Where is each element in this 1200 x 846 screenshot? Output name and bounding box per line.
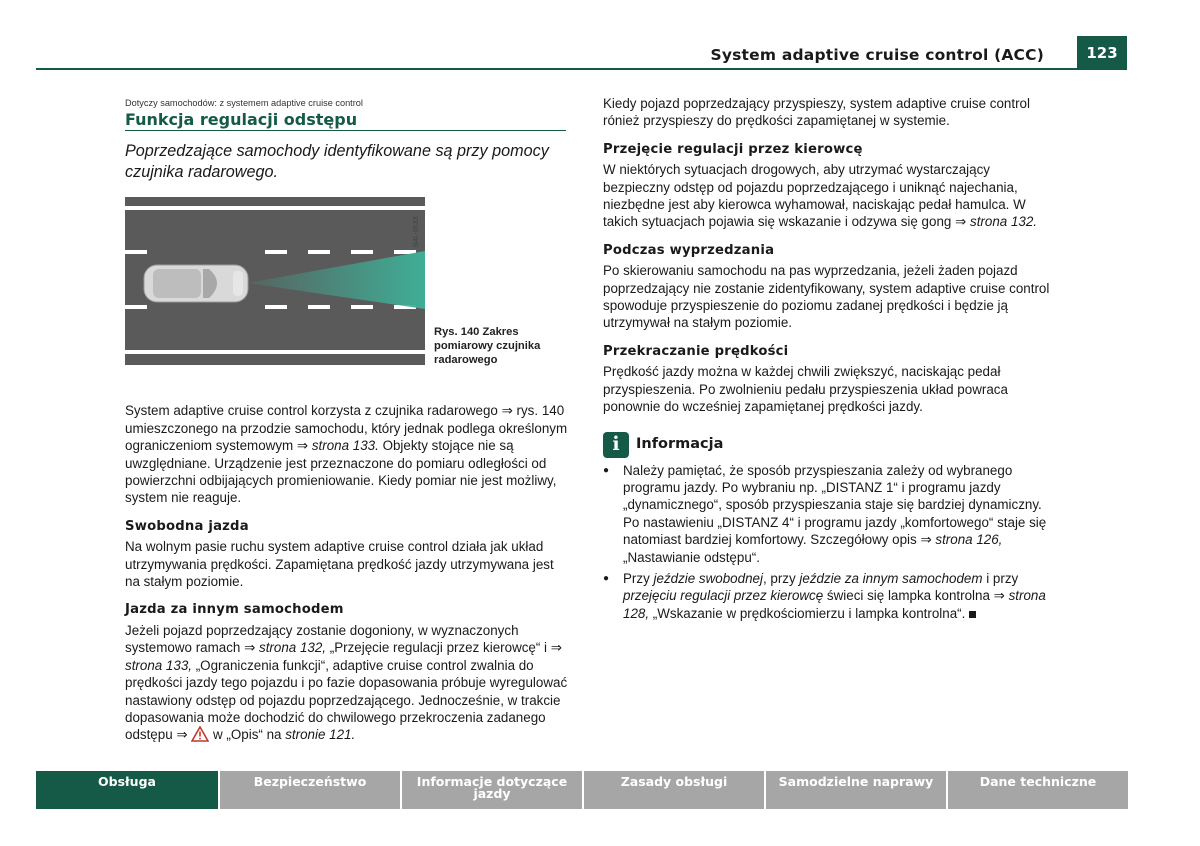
link-stronie-121[interactable]: stronie 121.: [285, 727, 356, 743]
radar-range-illustration: [125, 197, 425, 365]
paragraph-radar: System adaptive cruise control korzysta z czujnika radarowego ⇒ rys. 140 umieszczonego na przodzie samochodu, który jednak podlega określonym ograniczeniom systemowym ⇒ strona 133. Objekty stojące nie są uwzględniane. Urządzenie jest przeznaczone do pomiaru odległości od powierzchni odbijających promieniowanie. Kiedy pomiar nie jest możliwy, system nie reaguje.: [125, 403, 568, 506]
heading-overtaking: Podczas wyprzedzania: [603, 242, 775, 258]
paragraph-speed-exceed: Prędkość jazdy można w każdej chwili zwiększyć, naciskając pedał przyspieszenia. Po zwolnieniu pedału przyspieszenia układ powraca ponownie do wcześniej zapamiętanej prędkości jazdy.: [603, 364, 1008, 415]
heading-takeover: Przejęcie regulacji przez kierowcę: [603, 141, 863, 157]
warning-triangle-icon: [191, 726, 209, 742]
right-column: [603, 95, 1053, 622]
paragraph-takeover: W niektórych sytuacjach drogowych, aby utrzymać wystarczający bezpieczny odstęp od pojazdu poprzedzającego i uniknąć najechania, niezbędne jest aby kierowca wyhamował, naciskając pedał hamulca. W takich sytuacjach pojawia się wskazanie i odzywa się gong ⇒ strona 132.: [603, 162, 1038, 230]
info-icon: i: [603, 432, 629, 458]
info-bullet-2: ● Przy jeździe swobodnej, przy jeździe za innym samochodem i przy przejęciu regulacji przez kierowcę świeci się lampka kontrolna ⇒ strona 128, „Wskazanie w prędkościomierzu i lampka kontrolna“.: [603, 570, 1053, 622]
end-of-section-mark: [969, 611, 976, 618]
footer-tab-naprawy[interactable]: Samodzielne naprawy: [766, 771, 946, 809]
info-bullet-1: ● Należy pamiętać, że sposób przyspieszania zależy od wybranego programu jazdy. Po wybraniu np. „DISTANZ 1“ i programu jazdy „dynamicznego“, sposób przyspieszania staje się bardziej dynamiczny. Po nastawieniu „DISTANZ 4“ i programu jazdy „komfortowego“ staje się natomiast bardziej komfortowy. Szczegółowy opis ⇒ strona 126, „Nastawianie odstępu“.: [603, 462, 1053, 566]
paragraph-accel: Kiedy pojazd poprzedzający przyspieszy, system adaptive cruise control rónież przyspieszy do prędkości zapamiętanej w systemie.: [603, 96, 1030, 129]
section-title: Funkcja regulacji odstępu: [125, 111, 566, 131]
heading-speed-exceed: Przekraczanie prędkości: [603, 343, 789, 359]
heading-following: Jazda za innym samochodem: [125, 602, 344, 618]
info-box-header: [603, 432, 1053, 458]
link-strona-126[interactable]: strona 126,: [935, 532, 1003, 548]
info-title: Informacja: [636, 435, 724, 452]
road-edge-bottom: [125, 350, 425, 354]
page-number: 123: [1077, 36, 1127, 70]
page-header-title: System adaptive cruise control (ACC): [710, 46, 1044, 64]
lead-paragraph: Poprzedzające samochody identyfikowane są przy pomocy czujnika radarowego.: [125, 142, 549, 182]
paragraph-overtaking: Po skierowaniu samochodu na pas wyprzedzania, jeżeli żaden pojazd poprzedzający nie zostanie zidentyfikowany, system adaptive cruise control spowoduje przyspieszenie do poziomu zadanej prędkości i będzie ją utrzymywał na stałym poziomie.: [603, 263, 1050, 331]
road-edge-top: [125, 206, 425, 210]
link-strona-133-limits[interactable]: strona 133,: [125, 657, 192, 673]
paragraph-free-driving: Na wolnym pasie ruchu system adaptive cruise control działa jak układ utrzymywania prędkości. Zapamiętana prędkość jazdy utrzymywana jest na stałym poziomie.: [125, 539, 554, 590]
footer-nav: [36, 771, 1130, 809]
footer-tab-dane[interactable]: Dane techniczne: [948, 771, 1128, 809]
link-strona-128[interactable]: strona 128,: [623, 588, 1046, 621]
applies-to-note: Dotyczy samochodów: z systemem adaptive cruise control: [125, 98, 363, 108]
figure-code: B4L-0533: [413, 217, 420, 248]
footer-tab-zasady[interactable]: Zasady obsługi: [584, 771, 764, 809]
link-strona-132[interactable]: strona 132,: [259, 640, 327, 656]
footer-tab-obsluga[interactable]: Obsługa: [36, 771, 218, 809]
left-column: [125, 97, 570, 744]
figure-caption: Rys. 140 Zakres pomiarowy czujnika radarowego: [434, 326, 541, 367]
link-strona-133[interactable]: strona 133.: [311, 438, 379, 454]
figure-140: [125, 197, 570, 394]
link-strona-132-gong[interactable]: strona 132.: [970, 214, 1038, 230]
footer-tab-bezpieczenstwo[interactable]: Bezpieczeństwo: [220, 771, 400, 809]
header-rule: [36, 68, 1077, 70]
car-top-view: [144, 265, 248, 302]
paragraph-following: Jeżeli pojazd poprzedzający zostanie dogoniony, w wyznaczonych systemowo ramach ⇒ strona 132, „Przejęcie regulacji przez kierowcę“ i ⇒ strona 133, „Ograniczenia funkcji“, adaptive cruise control zwalnia do prędkości jazdy tego pojazdu i po fazie dopasowania próbuje wyregulować nastawiony odstęp od pojazdu poprzedzającego. Jednocześnie, w trakcie dopasowania może dochodzić do chwilowego przekroczenia zadanego odstępu ⇒ w „Opis“ na stronie 121.: [125, 622, 568, 743]
footer-tab-informacje[interactable]: Informacje dotyczące jazdy: [402, 771, 582, 809]
heading-free-driving: Swobodna jazda: [125, 518, 249, 534]
